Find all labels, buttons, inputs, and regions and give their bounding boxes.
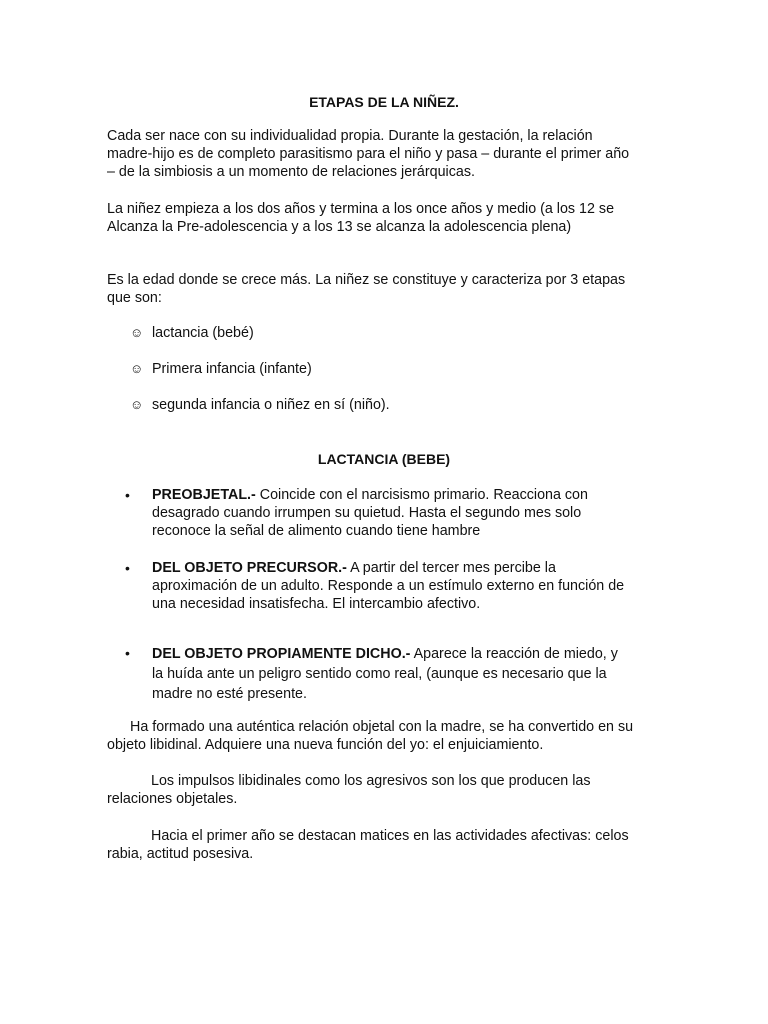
bullet-term: DEL OBJETO PRECURSOR.-: [152, 560, 347, 576]
text-line: rabia, actitud posesiva.: [107, 846, 254, 862]
text-line: una necesidad insatisfecha. El intercambio afectivo.: [152, 596, 481, 612]
text-line: la huída ante un peligro sentido como real, (aunque es necesario que la: [152, 666, 607, 682]
text-line: A partir del tercer mes percibe la: [346, 560, 556, 576]
text-line: relaciones objetales.: [107, 791, 238, 807]
text-line: madre-hijo es de completo parasitismo para el niño y pasa – durante el primer año: [107, 146, 630, 162]
bullet-text: [152, 486, 588, 540]
text-line: Coincide con el narcisismo primario. Reacciona con: [255, 487, 588, 503]
bullet-icon: •: [125, 645, 130, 661]
stage-item-segunda-infancia: [130, 396, 390, 414]
stage-label: segunda infancia o niñez en sí (niño).: [152, 397, 390, 413]
stage-item-lactancia: [130, 324, 254, 342]
text-line: – de la simbiosis a un momento de relaciones jerárquicas.: [107, 164, 475, 180]
text-line: reconoce la señal de alimento cuando tiene hambre: [152, 523, 481, 539]
text-line: que son:: [107, 290, 162, 306]
closing-paragraph-1: [107, 718, 667, 754]
closing-paragraph-2: [107, 772, 667, 808]
text-line: Ha formado una auténtica relación objetal con la madre, se ha convertido en su: [130, 719, 634, 735]
text-line: Los impulsos libidinales como los agresivos son los que producen las: [151, 773, 591, 789]
text-line: madre no esté presente.: [152, 686, 307, 702]
intro-paragraph-2: [107, 200, 667, 236]
text-line: Aparece la reacción de miedo, y: [410, 646, 618, 662]
bullet-term: DEL OBJETO PROPIAMENTE DICHO.-: [152, 646, 411, 662]
section-title-lactancia: LACTANCIA (BEBE): [317, 451, 451, 467]
closing-paragraph-3: [107, 827, 667, 863]
text-line: Alcanza la Pre-adolescencia y a los 13 se alcanza la adolescencia plena): [107, 219, 572, 235]
stage-label: Primera infancia (infante): [152, 361, 312, 377]
text-line: Cada ser nace con su individualidad propia. Durante la gestación, la relación: [107, 128, 593, 144]
text-line: Hacia el primer año se destacan matices en las actividades afectivas: celos: [151, 828, 629, 844]
intro-paragraph-3: [107, 271, 667, 307]
stage-label: lactancia (bebé): [152, 325, 254, 341]
smiley-icon: ☺: [130, 325, 144, 340]
stage-item-primera-infancia: [130, 360, 312, 378]
text-line: desagrado cuando irrumpen su quietud. Hasta el segundo mes solo: [152, 505, 582, 521]
smiley-icon: ☺: [130, 361, 144, 376]
text-line: La niñez empieza a los dos años y termina a los once años y medio (a los 12 se: [107, 201, 615, 217]
document-title: ETAPAS DE LA NIÑEZ.: [309, 94, 459, 110]
bullet-term: PREOBJETAL.-: [152, 487, 256, 503]
intro-paragraph-1: [107, 127, 667, 181]
text-line: objeto libidinal. Adquiere una nueva función del yo: el enjuiciamiento.: [107, 737, 544, 753]
bullet-text: [152, 644, 618, 704]
text-line: aproximación de un adulto. Responde a un estímulo externo en función de: [152, 578, 625, 594]
bullet-icon: •: [125, 487, 130, 503]
bullet-icon: •: [125, 560, 130, 576]
text-line: Es la edad donde se crece más. La niñez se constituye y caracteriza por 3 etapas: [107, 272, 626, 288]
smiley-icon: ☺: [130, 397, 144, 412]
bullet-text: [152, 559, 624, 613]
